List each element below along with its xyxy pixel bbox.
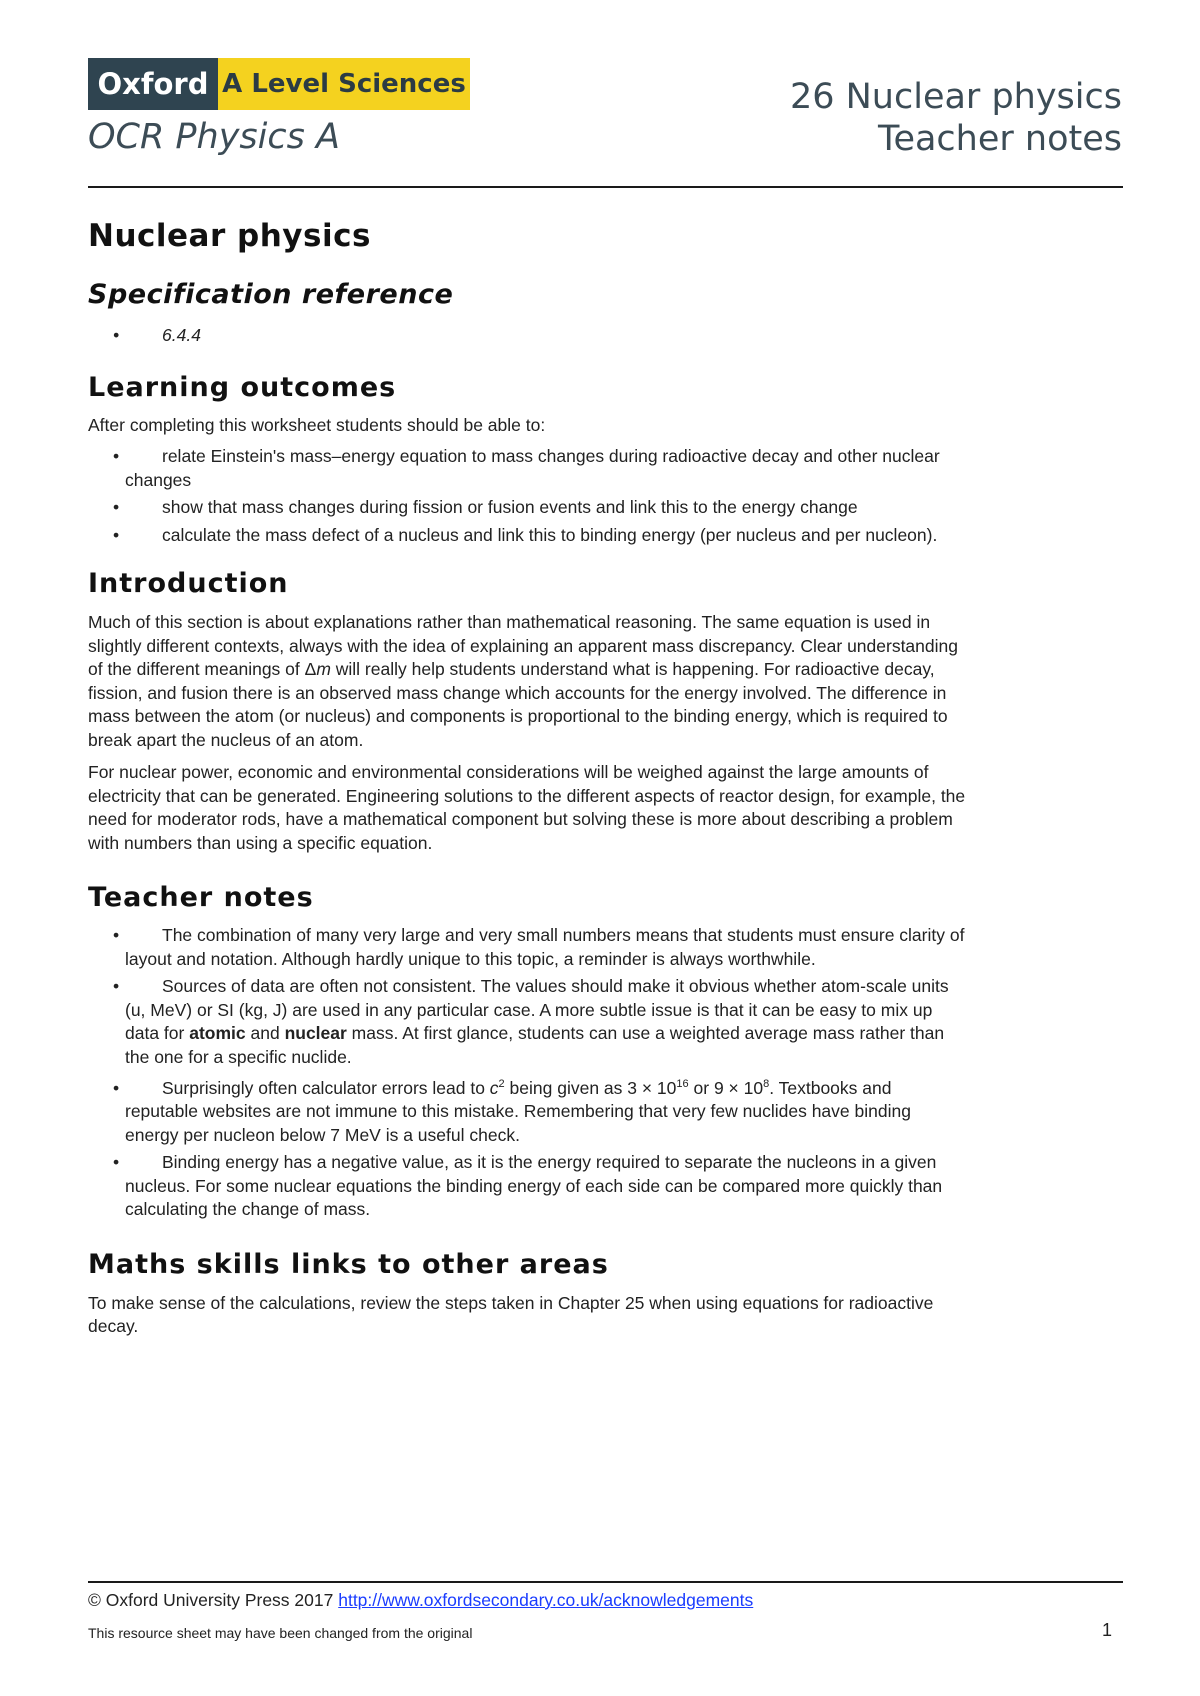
subject-title: OCR Physics A — [88, 117, 340, 157]
chapter-title — [790, 76, 1122, 160]
list-item: • 6.4.4 — [88, 324, 968, 348]
bullet-icon: • — [113, 1077, 120, 1098]
chapter-line-2: Teacher notes — [878, 119, 1122, 159]
list-item: • calculate the mass defect of a nucleus and link this to binding energy (per nucleus and per nucleon). — [88, 524, 968, 548]
page-title: Nuclear physics — [88, 218, 371, 254]
introduction-paragraph-1: Much of this section is about explanations rather than mathematical reasoning. The same equation is used in slightly different contexts, always with the idea of explaining an apparent mass discrepancy. Clear understanding of the different meanings of Δm will really help students understand what is happening. For radioactive decay, fission, and fusion there is an observed mass change which accounts for the energy involved. The difference in mass between the atom (or nucleus) and components is proportional to the binding energy, which is required to break apart the nucleus of an atom. — [88, 612, 958, 750]
main-content — [88, 216, 968, 1339]
teacher-notes-list — [88, 924, 968, 1222]
learning-heading: Learning outcomes — [88, 371, 397, 403]
chapter-line-1: 26 Nuclear physics — [789, 77, 1122, 117]
maths-skills-heading: Maths skills links to other areas — [88, 1248, 609, 1280]
bullet-icon: • — [113, 976, 120, 996]
list-item: • show that mass changes during fission or fusion events and link this to the energy change — [88, 496, 968, 520]
acknowledgements-link[interactable]: http://www.oxfordsecondary.co.uk/acknowledgements — [338, 1590, 754, 1610]
list-item: • The combination of many very large and very small numbers means that students must ensure clarity of layout and notation. Although hardly unique to this topic, a reminder is always worthwhile. — [88, 924, 968, 971]
bullet-icon: • — [113, 325, 120, 345]
teacher-notes-heading: Teacher notes — [88, 882, 314, 913]
maths-skills-text: To make sense of the calculations, review the steps taken in Chapter 25 when using equations for radioactive decay. — [88, 1292, 934, 1337]
spec-list — [88, 324, 968, 348]
list-item: • Sources of data are often not consistent. The values should make it obvious whether atom-scale units (u, MeV) or SI (kg, J) are used in any particular case. A more subtle issue is that it can be easy to mix up data for atomic and nuclear mass. At first glance, students can use a weighted average mass rather than the one for a specific nuclide. — [88, 975, 968, 1069]
spec-heading: Specification reference — [88, 279, 454, 310]
bullet-icon: • — [113, 446, 120, 466]
disclaimer-text: This resource sheet may have been changed from the original — [88, 1625, 473, 1641]
bullet-icon: • — [113, 1152, 120, 1173]
brand-oxford: Oxford — [88, 58, 218, 110]
introduction-heading: Introduction — [88, 568, 289, 599]
footer-divider — [88, 1581, 1123, 1583]
copyright-line — [88, 1590, 753, 1611]
learning-list — [88, 445, 968, 547]
introduction-paragraph-2: For nuclear power, economic and environmental considerations will be weighed against the large amounts of electricity that can be generated. Engineering solutions to the different aspects of reactor design, for example, the need for moderator rods, have a mathematical component but solving these is more about describing a problem with numbers than using a specific equation. — [88, 762, 966, 853]
list-item: • relate Einstein's mass–energy equation to mass changes during radioactive decay and other nuclear changes — [88, 445, 968, 492]
bullet-icon: • — [113, 524, 120, 545]
brand-logo — [88, 58, 470, 110]
bullet-icon: • — [113, 497, 120, 517]
copyright-text: © Oxford University Press 2017 — [88, 1590, 334, 1610]
brand-sciences: A Level Sciences — [218, 58, 470, 110]
list-item: • Binding energy has a negative value, as it is the energy required to separate the nucleons in a given nucleus. For some nuclear equations the binding energy of each side can be compared more quickly than calculating the change of mass. — [88, 1151, 968, 1222]
page-number: 1 — [1101, 1620, 1112, 1640]
bullet-icon: • — [113, 925, 120, 945]
header-divider — [88, 186, 1123, 188]
list-item: • Surprisingly often calculator errors lead to $c^2$ being given as $3 \times 10^{16}$ or $9 \times 10^8$. Textbooks and reputable websites are not immune to this mistake. Remembering that very few nuclides have binding energy per nucleon below 7 MeV is a useful check. — [88, 1073, 968, 1147]
learning-intro: After completing this worksheet students should be able to: — [88, 414, 546, 435]
